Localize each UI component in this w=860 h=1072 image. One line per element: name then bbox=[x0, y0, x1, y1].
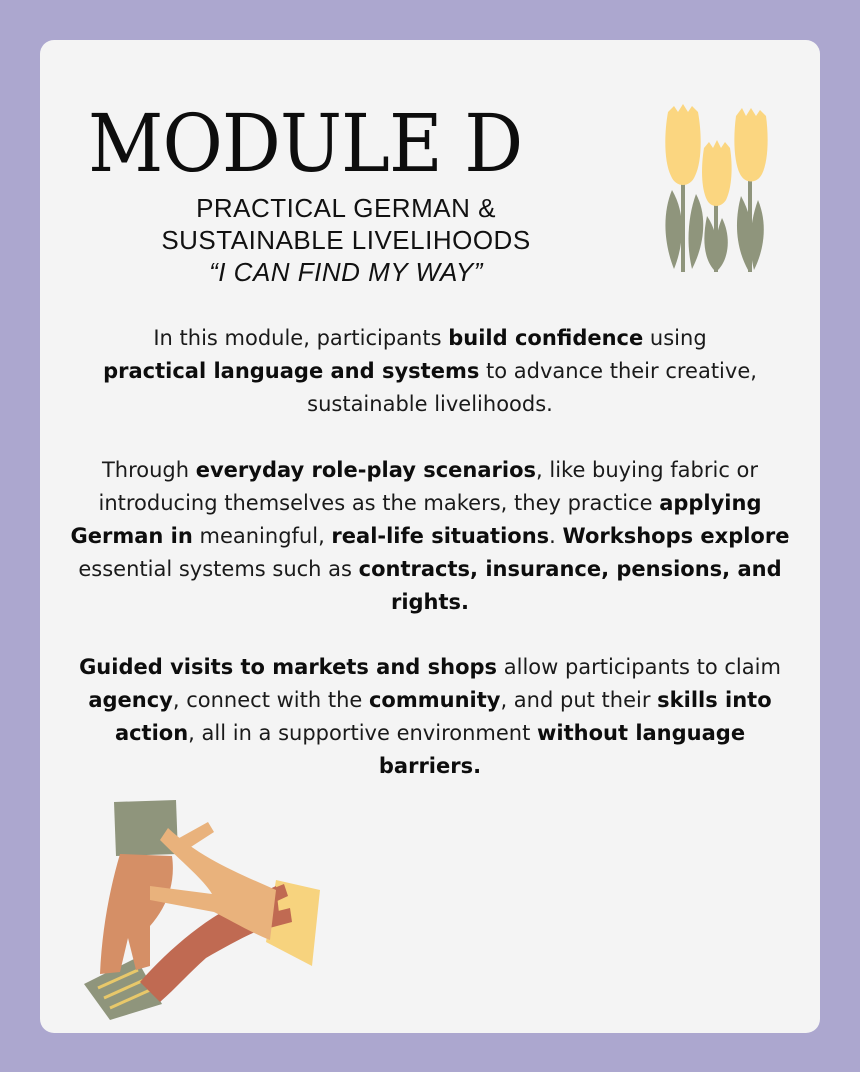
para1-text: to advance their creative, sustainable livelihoods. bbox=[307, 359, 757, 416]
para3-bold: without language barriers. bbox=[378, 721, 746, 778]
module-tagline: “I CAN FIND MY WAY” bbox=[209, 257, 483, 287]
para2-bold: applying German in bbox=[70, 491, 762, 548]
stacked-hands-illustration bbox=[80, 798, 330, 1022]
para1-bold: practical language and systems bbox=[103, 359, 480, 383]
para1-text: In this module, participants bbox=[153, 326, 449, 350]
para2-bold: Workshops explore bbox=[562, 524, 790, 548]
para1-bold: build confidence bbox=[448, 326, 644, 350]
para2-bold: everyday role-play scenarios bbox=[195, 458, 537, 482]
module-title: MODULE D bbox=[88, 97, 523, 190]
para3-bold: Guided visits to markets and shops bbox=[79, 655, 498, 679]
para2-bold: real-life situations bbox=[331, 524, 550, 548]
para3-text: , and put their bbox=[500, 688, 658, 712]
para2-text: . bbox=[549, 524, 563, 548]
para2-text: meaningful, bbox=[192, 524, 332, 548]
para2-text: essential systems such as bbox=[78, 557, 359, 581]
tulips-illustration bbox=[662, 104, 776, 276]
visits-paragraph bbox=[70, 651, 790, 783]
intro-paragraph bbox=[70, 322, 790, 421]
roleplay-paragraph bbox=[70, 454, 790, 619]
para3-text: , connect with the bbox=[172, 688, 369, 712]
subtitle-line-2: SUSTAINABLE LIVELIHOODS bbox=[161, 225, 531, 255]
subtitle-line-1: PRACTICAL GERMAN & bbox=[196, 193, 496, 223]
para3-bold: community bbox=[368, 688, 501, 712]
para3-bold: agency bbox=[88, 688, 173, 712]
para2-bold: contracts, insurance, pensions, and rights. bbox=[358, 557, 782, 614]
para1-text: using bbox=[643, 326, 707, 350]
para2-text: , like buying fabric or introducing themselves as the makers, they practice bbox=[98, 458, 759, 515]
para3-bold: skills into action bbox=[114, 688, 772, 745]
para3-text: , all in a supportive environment bbox=[188, 721, 537, 745]
para2-text: Through bbox=[101, 458, 196, 482]
para3-text: allow participants to claim bbox=[497, 655, 781, 679]
